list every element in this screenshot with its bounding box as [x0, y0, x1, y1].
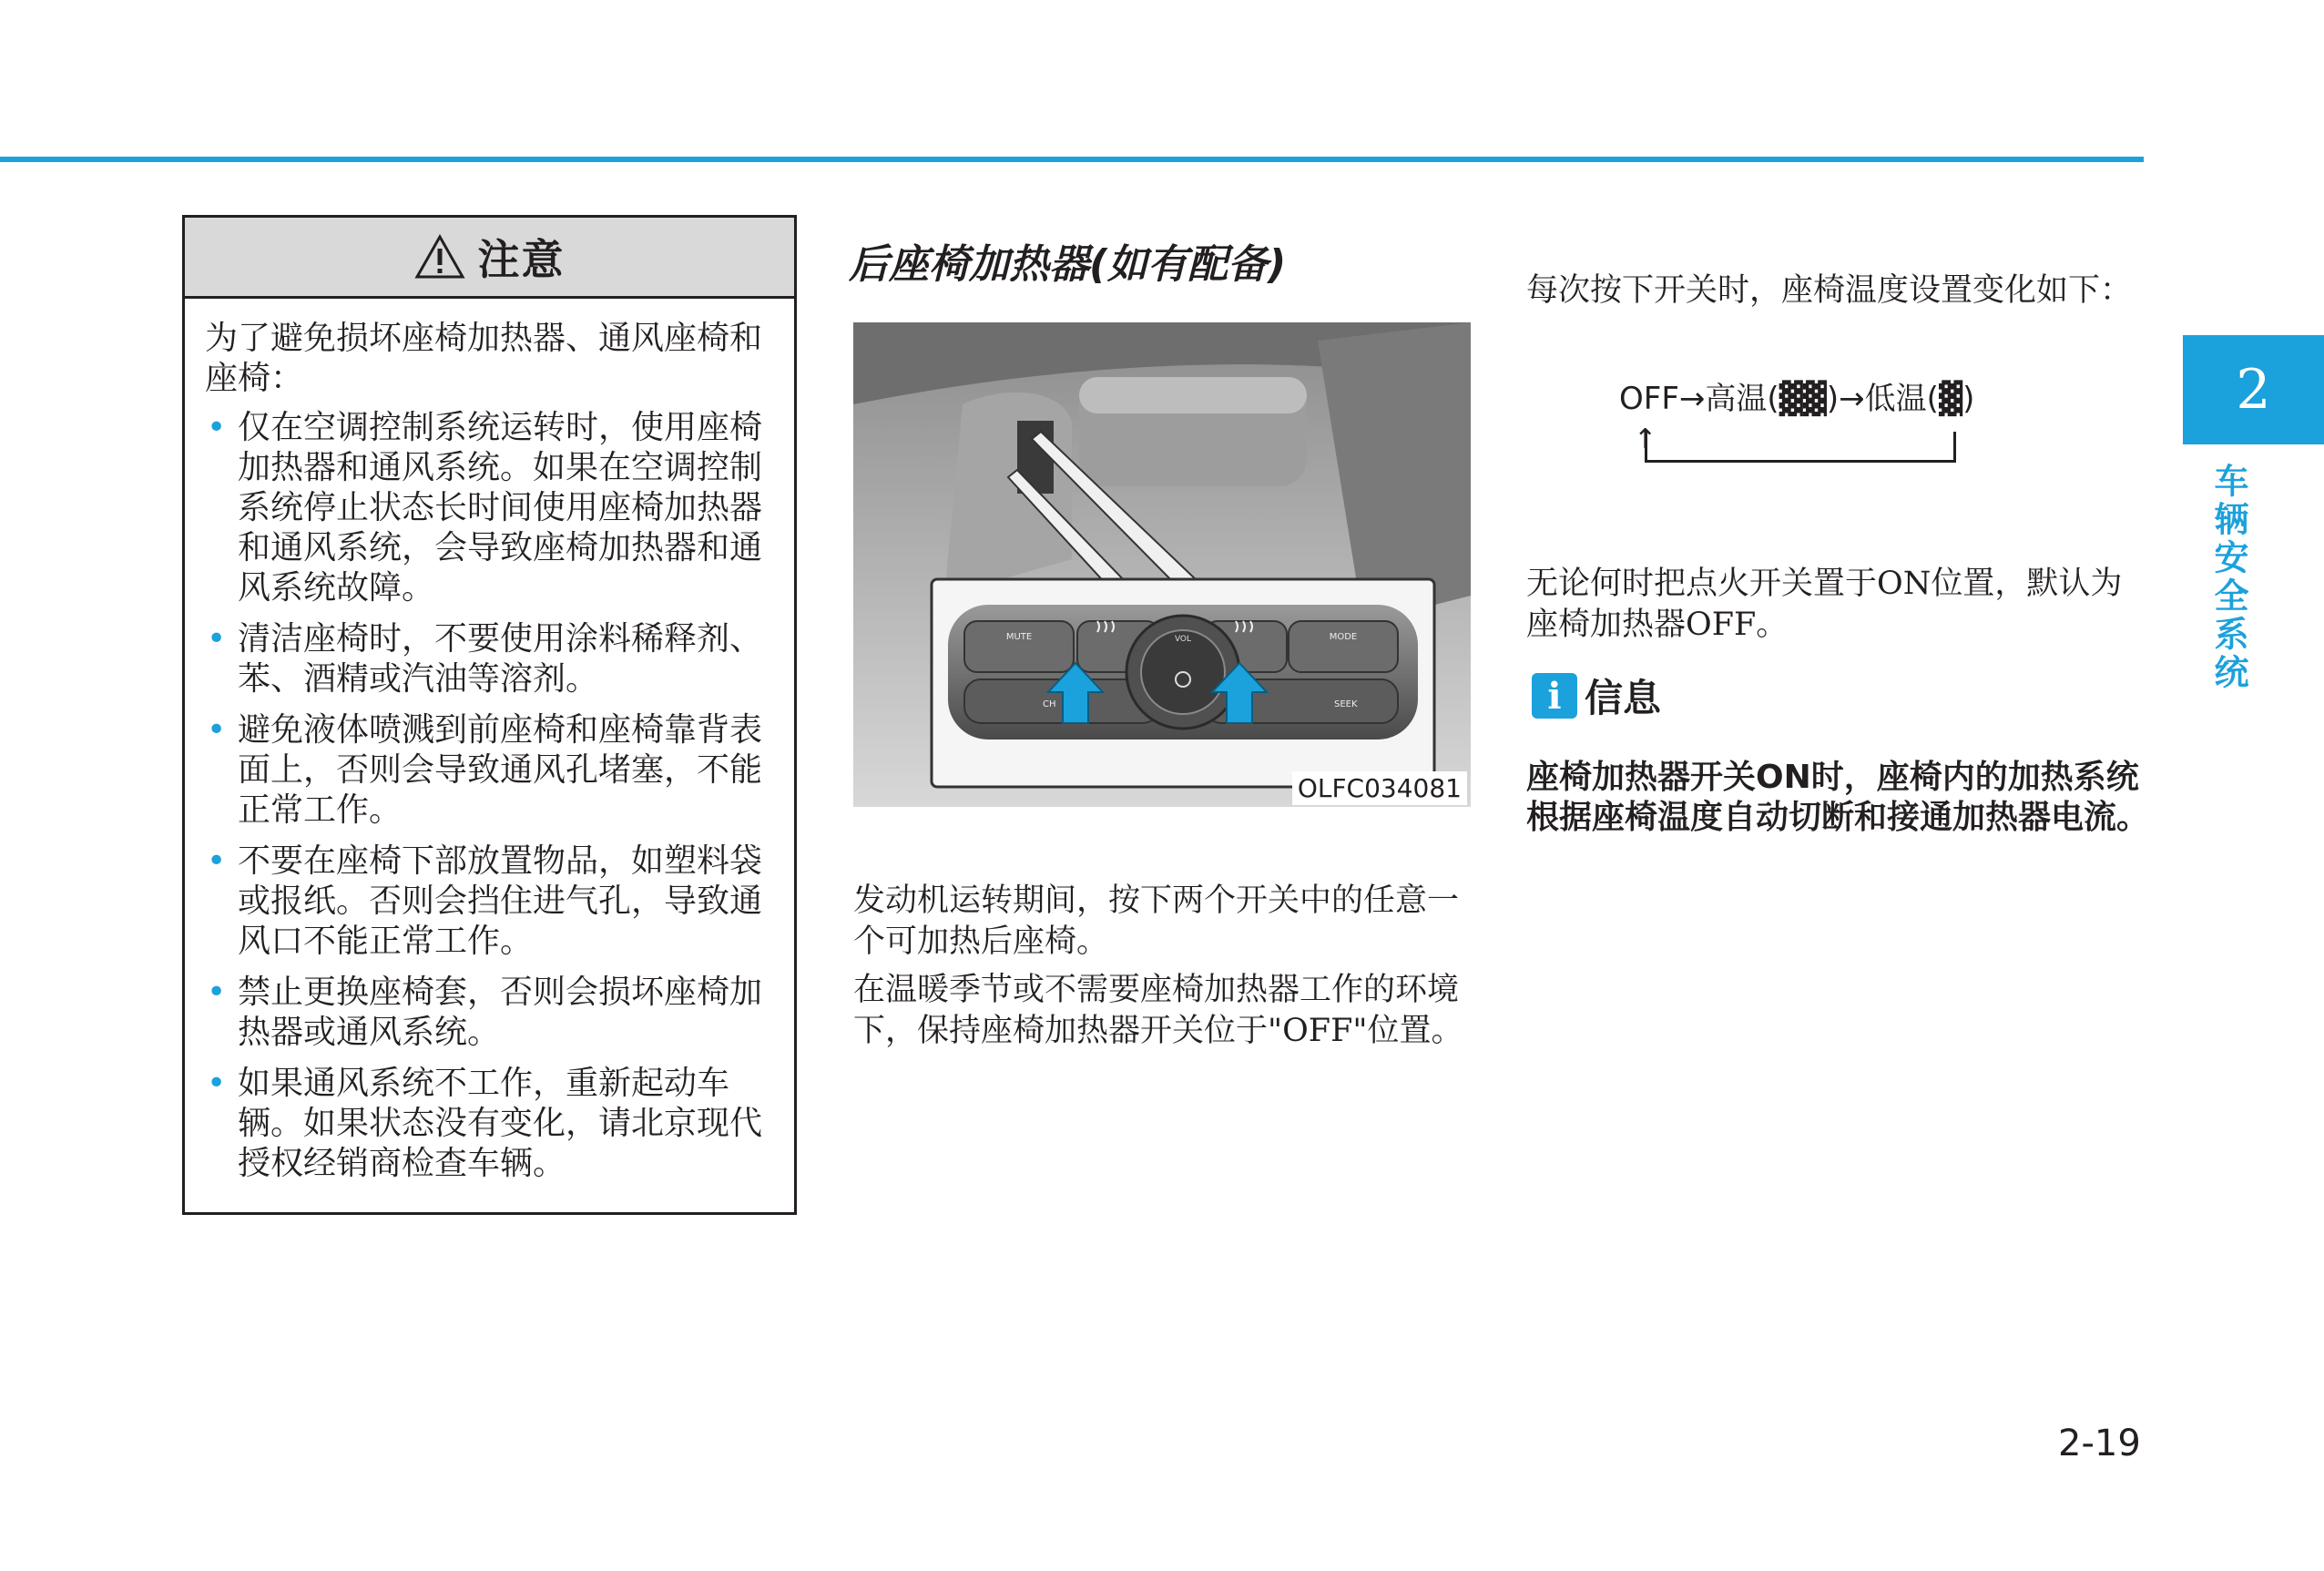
caution-title: 注意	[477, 235, 566, 284]
caution-item: • 禁止更换座椅套，否则会损坏座椅加热器或通风系统。	[205, 973, 774, 1053]
caution-intro: 为了避免损坏座椅加热器、通风座椅和座椅：	[205, 320, 763, 397]
header-rule	[0, 157, 2144, 162]
cycle-intro: 每次按下开关时，座椅温度设置变化如下：	[1526, 272, 2133, 309]
mute-label: MUTE	[1005, 632, 1033, 642]
chapter-number: 2	[2236, 358, 2271, 422]
page-number: 2-19	[2058, 1423, 2141, 1464]
caution-item: • 不要在座椅下部放置物品，如塑料袋或报纸。否则会挡住进气孔，导致通风口不能正常工作。	[205, 842, 774, 962]
return-arrow-icon: ↑	[1634, 423, 1657, 455]
caution-item: • 如果通风系统不工作，重新起动车辆。如果状态没有变化，请北京现代授权经销商检查车辆。	[205, 1064, 774, 1184]
caution-item: • 避免液体喷溅到前座椅和座椅靠背表面上，否则会导致通风孔堵塞，不能正常工作。	[205, 710, 774, 831]
info-icon: i	[1532, 673, 1577, 719]
ch-label: CH	[1043, 699, 1056, 709]
heater-cycle-text: OFF→高温(▓▓)→低温(▓)	[1619, 381, 1975, 417]
rear-console-drawing	[853, 322, 1471, 807]
rear-seat-heater-illustration	[853, 322, 1471, 807]
chapter-tab	[2183, 335, 2324, 444]
mode-label: MODE	[1329, 632, 1358, 642]
vol-label: VOL	[1174, 635, 1192, 644]
caution-body	[185, 299, 794, 1184]
seek-label: SEEK	[1334, 699, 1358, 709]
info-title: 信息	[1585, 676, 1662, 720]
caution-item: • 清洁座椅时，不要使用涂料稀释剂、苯、酒精或汽油等溶剂。	[205, 619, 774, 699]
caution-header	[185, 218, 794, 299]
image-code: OLFC034081	[1292, 771, 1467, 805]
caution-list	[205, 408, 774, 1184]
section-paragraph: 在温暖季节或不需要座椅加热器工作的环境下，保持座椅加热器开关位于"OFF"位置。	[853, 972, 1463, 1049]
caution-box	[182, 215, 797, 1215]
return-line	[1645, 432, 1956, 463]
caution-item: • 仅在空调控制系统运转时，使用座椅加热器和通风系统。如果在空调控制系统停止状态长时间使用座椅加热器和通风系统，会导致座椅加热器和通风系统故障。	[205, 408, 774, 608]
default-state-paragraph: 无论何时把点火开关置于ON位置，默认为座椅加热器OFF。	[1526, 566, 2123, 643]
section-title: 后座椅加热器(如有配备)	[849, 241, 1287, 288]
section-paragraph: 发动机运转期间，按下两个开关中的任意一个可加热后座椅。	[853, 882, 1460, 960]
heater-cycle-diagram	[1619, 373, 1983, 464]
info-header	[1532, 668, 1661, 723]
warning-triangle-icon	[414, 234, 465, 280]
chapter-label: 车辆安全系统	[2208, 463, 2248, 692]
info-body: 座椅加热器开关ON时，座椅内的加热系统根据座椅温度自动切断和接通加热器电流。	[1526, 759, 2150, 836]
